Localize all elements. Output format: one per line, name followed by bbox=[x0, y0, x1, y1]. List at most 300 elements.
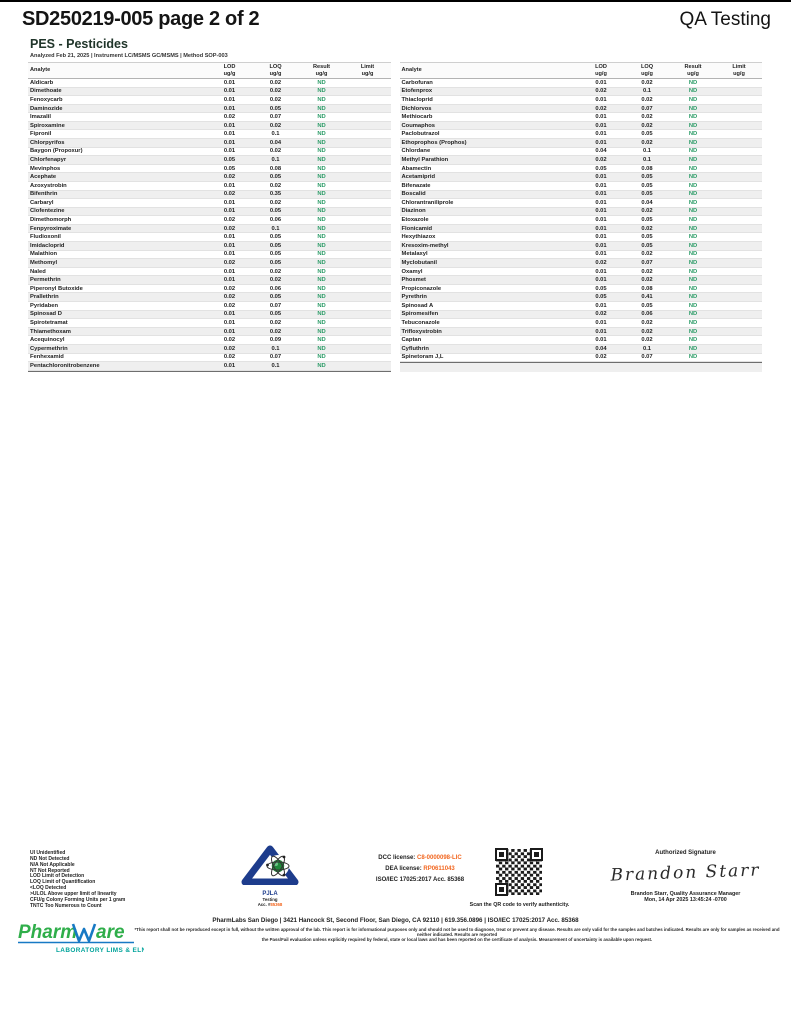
lod-value: 0.01 bbox=[595, 199, 607, 206]
logo-text-ware: are bbox=[96, 922, 125, 943]
result-value: ND bbox=[688, 139, 698, 146]
legend-line: N/A Not Applicable bbox=[30, 861, 75, 868]
loq-value: 0.08 bbox=[641, 285, 653, 292]
legend-line: NT Not Reported bbox=[30, 867, 70, 874]
result-value: ND bbox=[688, 259, 698, 266]
analyte-name: Naled bbox=[30, 268, 46, 275]
loq-value: 0.02 bbox=[641, 251, 653, 258]
table-row bbox=[28, 328, 391, 337]
table-row bbox=[28, 216, 391, 225]
result-value: ND bbox=[688, 217, 698, 224]
table-row bbox=[28, 156, 391, 165]
result-value: ND bbox=[317, 268, 326, 275]
analyte-name: Clofentezine bbox=[30, 208, 65, 215]
result-value: ND bbox=[688, 268, 698, 275]
legend-line: ND Not Detected bbox=[30, 855, 70, 862]
result-value: ND bbox=[688, 294, 698, 301]
table-row bbox=[400, 302, 763, 311]
lod-value: 0.01 bbox=[223, 242, 236, 249]
lod-value: 0.01 bbox=[595, 131, 607, 138]
result-value: ND bbox=[317, 251, 326, 258]
loq-value: 0.07 bbox=[269, 354, 282, 361]
analyte-name: Acephate bbox=[30, 174, 57, 181]
disclaimer-line-2: the Pass/Fail evaluation unless explicitly required by federal, state or local laws and has been reported on the certificate of analysis. Measurement of uncertainty is available upon request. bbox=[261, 937, 653, 943]
analyte-name: Boscalid bbox=[401, 191, 426, 198]
analyte-name: Imazalil bbox=[30, 114, 51, 121]
table-row bbox=[400, 345, 763, 354]
result-value: ND bbox=[317, 362, 326, 369]
seal-sub-label: Testing bbox=[262, 897, 278, 902]
lod-value: 0.01 bbox=[223, 79, 236, 86]
lod-value: 0.05 bbox=[223, 156, 236, 163]
column-header-result: Result ug/g bbox=[312, 64, 331, 77]
qa-testing-label: QA Testing bbox=[679, 9, 771, 30]
lod-value: 0.05 bbox=[595, 285, 607, 292]
result-value: ND bbox=[688, 96, 698, 103]
qr-finder-icon bbox=[495, 883, 508, 896]
lod-value: 0.01 bbox=[595, 191, 607, 198]
loq-value: 0.1 bbox=[642, 345, 652, 352]
loq-value: 0.02 bbox=[641, 225, 653, 232]
analyte-name: Mevinphos bbox=[30, 165, 61, 172]
loq-value: 0.05 bbox=[269, 105, 282, 112]
result-value: ND bbox=[688, 182, 698, 189]
column-header-limit: Limit ug/g bbox=[360, 64, 375, 77]
lod-value: 0.01 bbox=[223, 208, 236, 215]
analyte-name: Methiocarb bbox=[401, 114, 433, 121]
lab-address: PharmLabs San Diego | 3421 Hancock St, Second Floor, San Diego, CA 92110 | 619.356.0896 | ISO/IEC 17025:2017 Acc. 85368 bbox=[212, 917, 579, 924]
result-value: ND bbox=[317, 242, 326, 249]
loq-value: 0.1 bbox=[271, 156, 280, 163]
result-value: ND bbox=[317, 277, 326, 284]
loq-value: 0.02 bbox=[641, 139, 653, 146]
disclaimer bbox=[133, 927, 781, 943]
analyte-name: Diazinon bbox=[401, 208, 426, 215]
table-row bbox=[400, 173, 763, 182]
result-value: ND bbox=[317, 191, 326, 198]
result-value: ND bbox=[688, 174, 698, 181]
table-row bbox=[28, 130, 391, 139]
lod-value: 0.02 bbox=[595, 354, 607, 361]
lod-value: 0.01 bbox=[595, 302, 607, 309]
loq-value: 0.41 bbox=[641, 294, 653, 301]
table-row bbox=[28, 354, 391, 363]
loq-value: 0.06 bbox=[269, 285, 282, 292]
result-value: ND bbox=[317, 114, 326, 121]
analyte-name: Carbofuran bbox=[401, 79, 433, 86]
column-header-lod: LOD ug/g bbox=[223, 64, 236, 77]
lod-value: 0.02 bbox=[223, 259, 236, 266]
table-row bbox=[28, 276, 391, 285]
loq-value: 0.02 bbox=[641, 79, 653, 86]
analyte-name: Fenhexamid bbox=[30, 354, 64, 361]
analyte-name: Prallethrin bbox=[30, 294, 59, 301]
legend-line: <LOQ Detected bbox=[30, 885, 67, 892]
analyte-name: Coumaphos bbox=[401, 122, 435, 129]
lod-value: 0.02 bbox=[223, 302, 236, 309]
analyte-name: Cypermethrin bbox=[30, 345, 68, 352]
analyte-name: Trifloxystrobin bbox=[401, 328, 442, 335]
lod-value: 0.01 bbox=[223, 319, 236, 326]
result-value: ND bbox=[317, 88, 326, 95]
loq-value: 0.02 bbox=[269, 96, 282, 103]
loq-value: 0.05 bbox=[269, 251, 282, 258]
pesticides-table-left bbox=[28, 62, 391, 372]
analyte-name: Pentachloronitrobenzene bbox=[30, 362, 100, 369]
result-value: ND bbox=[688, 311, 698, 318]
table-row bbox=[400, 96, 763, 105]
lod-value: 0.01 bbox=[223, 122, 236, 129]
pharmware-logo-icon bbox=[16, 915, 144, 959]
lod-value: 0.01 bbox=[595, 96, 607, 103]
table-row bbox=[28, 311, 391, 320]
table-row bbox=[400, 319, 763, 328]
loq-value: 0.1 bbox=[642, 156, 652, 163]
legend-line: CFU/g Colony Forming Units per 1 gram bbox=[30, 896, 126, 903]
table-row bbox=[400, 105, 763, 114]
lod-value: 0.01 bbox=[595, 225, 607, 232]
table-row bbox=[28, 105, 391, 114]
result-value: ND bbox=[317, 105, 326, 112]
loq-value: 0.07 bbox=[641, 354, 653, 361]
seal-accreditation-number: Acc. #85368 bbox=[257, 902, 283, 907]
table-row bbox=[28, 293, 391, 302]
lod-value: 0.02 bbox=[223, 337, 236, 344]
analyte-name: Methomyl bbox=[30, 259, 58, 266]
loq-value: 0.02 bbox=[641, 319, 653, 326]
lod-value: 0.01 bbox=[223, 277, 236, 284]
result-value: ND bbox=[688, 328, 698, 335]
table-row bbox=[400, 122, 763, 131]
result-value: ND bbox=[688, 302, 698, 309]
loq-value: 0.02 bbox=[641, 328, 653, 335]
loq-value: 0.35 bbox=[269, 191, 282, 198]
lod-value: 0.02 bbox=[595, 259, 607, 266]
analyte-name: Fipronil bbox=[30, 131, 52, 138]
lod-value: 0.01 bbox=[223, 268, 236, 275]
result-value: ND bbox=[317, 79, 326, 86]
result-value: ND bbox=[688, 225, 698, 232]
analyte-name: Bifenthrin bbox=[30, 191, 58, 198]
table-row bbox=[400, 139, 763, 148]
page-title: SD250219-005 page 2 of 2 bbox=[22, 8, 260, 30]
table-row bbox=[28, 259, 391, 268]
loq-value: 0.08 bbox=[641, 165, 653, 172]
result-value: ND bbox=[317, 217, 326, 224]
pjla-seal-icon bbox=[241, 845, 299, 885]
lod-value: 0.01 bbox=[223, 311, 236, 318]
result-value: ND bbox=[317, 319, 326, 326]
analyte-name: Fenoxycarb bbox=[30, 96, 63, 103]
result-value: ND bbox=[688, 114, 698, 121]
table-row bbox=[400, 113, 763, 122]
result-value: ND bbox=[317, 139, 326, 146]
result-value: ND bbox=[317, 225, 326, 232]
analyte-name: Piperonyl Butoxide bbox=[30, 285, 83, 292]
signature-block bbox=[593, 850, 778, 904]
loq-value: 0.02 bbox=[641, 122, 653, 129]
loq-value: 0.08 bbox=[269, 165, 282, 172]
analyte-name: Spiromesifen bbox=[401, 311, 439, 318]
result-value: ND bbox=[317, 96, 326, 103]
table-row bbox=[400, 268, 763, 277]
result-value: ND bbox=[688, 156, 698, 163]
result-value: ND bbox=[688, 105, 698, 112]
lod-value: 0.01 bbox=[595, 268, 607, 275]
table-row bbox=[28, 345, 391, 354]
result-value: ND bbox=[317, 122, 326, 129]
logo-tagline: LABORATORY LIMS & ELN bbox=[56, 947, 144, 954]
table-row bbox=[28, 362, 391, 371]
table-row bbox=[400, 199, 763, 208]
analyte-name: Chlorpyrifos bbox=[30, 139, 65, 146]
loq-value: 0.02 bbox=[269, 88, 282, 95]
lod-value: 0.01 bbox=[223, 148, 236, 155]
lod-value: 0.01 bbox=[595, 277, 607, 284]
loq-value: 0.05 bbox=[269, 242, 282, 249]
analyte-name: Dichlorvos bbox=[401, 105, 432, 112]
column-header-loq: LOQ ug/g bbox=[640, 64, 654, 77]
lod-value: 0.02 bbox=[223, 225, 236, 232]
result-value: ND bbox=[317, 199, 326, 206]
lod-value: 0.01 bbox=[595, 114, 607, 121]
result-value: ND bbox=[688, 122, 698, 129]
result-value: ND bbox=[688, 191, 698, 198]
analyte-name: Oxamyl bbox=[401, 268, 423, 275]
loq-value: 0.1 bbox=[271, 225, 280, 232]
lod-value: 0.01 bbox=[595, 319, 607, 326]
loq-value: 0.07 bbox=[269, 302, 282, 309]
lod-value: 0.01 bbox=[595, 122, 607, 129]
loq-value: 0.05 bbox=[269, 294, 282, 301]
result-value: ND bbox=[688, 319, 698, 326]
abbreviation-legend bbox=[30, 851, 125, 909]
table-row bbox=[28, 79, 391, 88]
lod-value: 0.01 bbox=[595, 208, 607, 215]
result-value: ND bbox=[688, 208, 698, 215]
analyte-name: Paclobutrazol bbox=[401, 131, 440, 138]
table-header-row bbox=[400, 62, 763, 79]
lod-value: 0.02 bbox=[223, 354, 236, 361]
analyte-name: Dimethoate bbox=[30, 88, 62, 95]
seal-org-name: PJLA bbox=[262, 891, 278, 897]
result-value: ND bbox=[317, 234, 326, 241]
lod-value: 0.05 bbox=[223, 165, 236, 172]
table-row bbox=[28, 225, 391, 234]
analyte-name: Fenpyroximate bbox=[30, 225, 72, 232]
result-value: ND bbox=[688, 165, 698, 172]
analyte-name: Baygon (Propoxur) bbox=[30, 148, 83, 155]
analyte-name: Permethrin bbox=[30, 277, 61, 284]
lod-value: 0.01 bbox=[595, 242, 607, 249]
qr-caption: Scan the QR code to verify authenticity. bbox=[469, 902, 570, 908]
loq-value: 0.02 bbox=[269, 319, 282, 326]
lod-value: 0.01 bbox=[223, 88, 236, 95]
loq-value: 0.05 bbox=[269, 234, 282, 241]
analyte-name: Chlorfenapyr bbox=[30, 156, 67, 163]
lod-value: 0.02 bbox=[595, 88, 607, 95]
pharmware-logo bbox=[16, 915, 144, 964]
loq-value: 0.05 bbox=[269, 208, 282, 215]
authorized-signature-label: Authorized Signature bbox=[655, 850, 716, 856]
analyte-name: Carbaryl bbox=[30, 199, 54, 206]
lod-value: 0.02 bbox=[223, 191, 236, 198]
logo-text-pharm: Pharm bbox=[18, 922, 78, 943]
loq-value: 0.04 bbox=[641, 199, 653, 206]
column-header-analyte: Analyte bbox=[401, 67, 422, 74]
table-row bbox=[400, 242, 763, 251]
loq-value: 0.02 bbox=[641, 268, 653, 275]
document-header bbox=[22, 8, 771, 31]
lod-value: 0.01 bbox=[223, 328, 236, 335]
lod-value: 0.01 bbox=[223, 105, 236, 112]
result-value: ND bbox=[317, 156, 326, 163]
table-body-right bbox=[400, 79, 763, 363]
lod-value: 0.01 bbox=[223, 96, 236, 103]
result-value: ND bbox=[688, 285, 698, 292]
table-row bbox=[400, 233, 763, 242]
analyte-name: Chlorantraniliprole bbox=[401, 199, 454, 206]
table-row bbox=[28, 319, 391, 328]
loq-value: 0.05 bbox=[641, 242, 653, 249]
table-row bbox=[28, 113, 391, 122]
analyte-name: Etofenprox bbox=[401, 88, 433, 95]
lod-value: 0.02 bbox=[223, 294, 236, 301]
loq-value: 0.05 bbox=[641, 234, 653, 241]
section-title: PES - Pesticides bbox=[30, 37, 128, 51]
legend-line: LOQ Limit of Quantification bbox=[30, 879, 96, 886]
analyte-name: Azoxystrobin bbox=[30, 182, 67, 189]
result-value: ND bbox=[317, 302, 326, 309]
analyte-name: Acequinocyl bbox=[30, 337, 65, 344]
table-row bbox=[28, 88, 391, 97]
loq-value: 0.02 bbox=[269, 79, 282, 86]
loq-value: 0.05 bbox=[641, 302, 653, 309]
lod-value: 0.01 bbox=[595, 79, 607, 86]
lod-value: 0.02 bbox=[595, 311, 607, 318]
table-row bbox=[400, 276, 763, 285]
analyte-name: Kresoxim-methyl bbox=[401, 242, 449, 249]
license-block bbox=[330, 853, 510, 886]
table-row bbox=[400, 354, 763, 363]
loq-value: 0.1 bbox=[642, 148, 652, 155]
loq-value: 0.02 bbox=[641, 337, 653, 344]
loq-value: 0.1 bbox=[271, 345, 280, 352]
column-header-loq: LOQ ug/g bbox=[269, 64, 282, 77]
table-row bbox=[28, 336, 391, 345]
pjla-seal bbox=[237, 845, 303, 907]
page-top-border bbox=[0, 0, 791, 2]
qr-finder-icon bbox=[495, 848, 508, 861]
loq-value: 0.1 bbox=[642, 88, 652, 95]
legend-line: UI Unidentified bbox=[30, 850, 66, 856]
loq-value: 0.02 bbox=[269, 277, 282, 284]
analyte-name: Spinetoram J,L bbox=[401, 354, 444, 361]
lod-value: 0.01 bbox=[595, 182, 607, 189]
result-value: ND bbox=[688, 345, 698, 352]
loq-value: 0.05 bbox=[641, 131, 653, 138]
table-row bbox=[400, 311, 763, 320]
table-row bbox=[28, 173, 391, 182]
analyte-name: Thiamethoxam bbox=[30, 328, 71, 335]
lod-value: 0.02 bbox=[595, 156, 607, 163]
lod-value: 0.01 bbox=[595, 139, 607, 146]
table-row bbox=[28, 191, 391, 200]
table-row bbox=[28, 148, 391, 157]
lod-value: 0.01 bbox=[595, 234, 607, 241]
column-header-lod: LOD ug/g bbox=[595, 64, 607, 77]
table-row bbox=[400, 336, 763, 345]
result-value: ND bbox=[688, 79, 698, 86]
lod-value: 0.01 bbox=[595, 174, 607, 181]
analyte-name: Malathion bbox=[30, 251, 58, 258]
column-header-limit: Limit ug/g bbox=[732, 64, 746, 77]
analyte-name: Pyridaben bbox=[30, 302, 59, 309]
loq-value: 0.02 bbox=[641, 277, 653, 284]
result-value: ND bbox=[317, 174, 326, 181]
analyte-name: Aldicarb bbox=[30, 79, 54, 86]
lod-value: 0.01 bbox=[223, 182, 236, 189]
lod-value: 0.02 bbox=[223, 285, 236, 292]
analyte-name: Thiacloprid bbox=[401, 96, 433, 103]
qr-finder-icon bbox=[530, 848, 543, 861]
lod-value: 0.01 bbox=[595, 217, 607, 224]
analyte-name: Spinosad A bbox=[401, 302, 434, 309]
qr-code bbox=[492, 845, 546, 899]
analyte-name: Pyrethrin bbox=[401, 294, 427, 301]
analyte-name: Propiconazole bbox=[401, 285, 442, 292]
lod-value: 0.02 bbox=[223, 217, 236, 224]
dea-license-line: DEA license: RP0611043 bbox=[385, 866, 455, 872]
loq-value: 0.05 bbox=[641, 191, 653, 198]
pesticides-table-right bbox=[400, 62, 763, 372]
analyte-name: Ethoprophos (Prophos) bbox=[401, 139, 467, 146]
table-row bbox=[400, 259, 763, 268]
lod-value: 0.01 bbox=[223, 199, 236, 206]
loq-value: 0.02 bbox=[641, 114, 653, 121]
loq-value: 0.06 bbox=[269, 217, 282, 224]
loq-value: 0.05 bbox=[641, 182, 653, 189]
table-row bbox=[28, 242, 391, 251]
table-row bbox=[28, 302, 391, 311]
loq-value: 0.05 bbox=[641, 174, 653, 181]
loq-value: 0.07 bbox=[269, 114, 282, 121]
lod-value: 0.01 bbox=[595, 328, 607, 335]
analyte-name: Cyfluthrin bbox=[401, 345, 429, 352]
analyte-name: Imidacloprid bbox=[30, 242, 65, 249]
result-value: ND bbox=[317, 148, 326, 155]
loq-value: 0.02 bbox=[269, 148, 282, 155]
table-row bbox=[28, 208, 391, 217]
table-row bbox=[400, 130, 763, 139]
table-row bbox=[28, 233, 391, 242]
table-row bbox=[28, 285, 391, 294]
result-value: ND bbox=[688, 251, 698, 258]
loq-value: 0.05 bbox=[269, 311, 282, 318]
table-row bbox=[28, 96, 391, 105]
lod-value: 0.01 bbox=[223, 139, 236, 146]
table-row bbox=[28, 139, 391, 148]
iso-accreditation-line: ISO/IEC 17025:2017 Acc. 85368 bbox=[375, 877, 465, 883]
legend-line: TNTC Too Numerous to Count bbox=[30, 902, 102, 909]
result-value: ND bbox=[688, 337, 698, 344]
loq-value: 0.02 bbox=[269, 182, 282, 189]
result-value: ND bbox=[317, 328, 326, 335]
result-value: ND bbox=[688, 88, 698, 95]
lod-value: 0.02 bbox=[223, 114, 236, 121]
analyte-name: Phosmet bbox=[401, 277, 426, 284]
column-header-result: Result ug/g bbox=[684, 64, 702, 77]
